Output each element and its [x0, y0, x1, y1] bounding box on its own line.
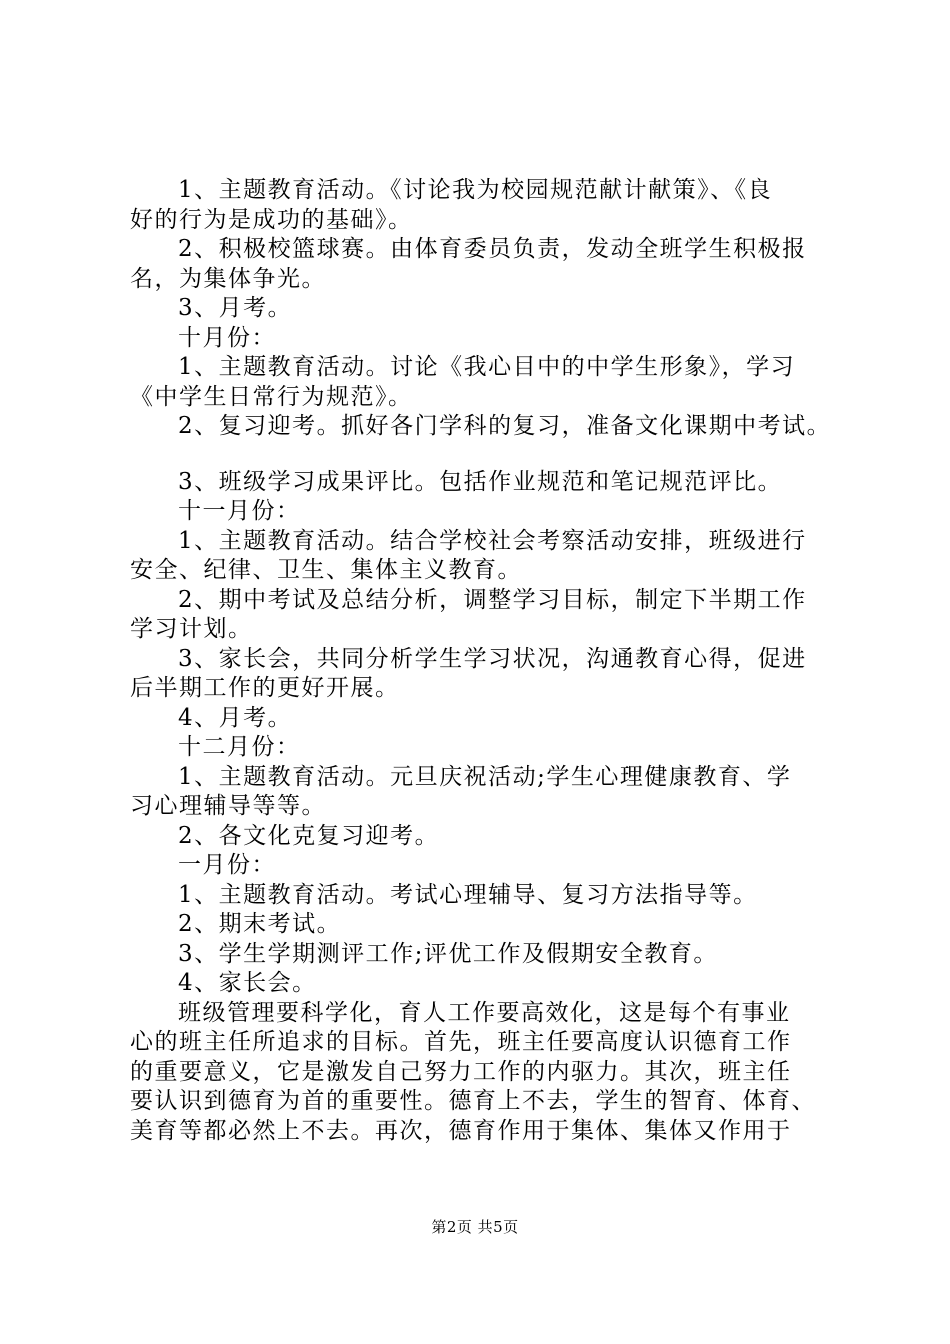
- text-line: 习心理辅导等等。: [130, 793, 326, 819]
- text-line: 1、主题教育活动。讨论《我心目中的中学生形象》，学习: [178, 354, 796, 380]
- text-line: 2、期末考试。: [178, 911, 342, 937]
- text-line: 3、月考。: [178, 295, 293, 321]
- page-footer: [0, 1216, 950, 1237]
- section-heading-december: 十二月份：: [178, 734, 301, 760]
- text-line: 要认识到德育为首的重要性。德育上不去，学生的智育、体育、: [130, 1088, 816, 1114]
- text-line: 心的班主任所追求的目标。首先，班主任要高度认识德育工作: [130, 1029, 792, 1055]
- text-line: 学习计划。: [130, 616, 253, 642]
- text-line: 安全、纪律、卫生、集体主义教育。: [130, 557, 522, 583]
- text-line: 的重要意义，它是激发自己努力工作的内驱力。其次，班主任: [130, 1058, 792, 1085]
- text-line: 名，为集体争光。: [130, 265, 326, 292]
- text-line: 美育等都必然上不去。再次，德育作用于集体、集体又作用于: [130, 1117, 792, 1144]
- text-line: 2、复习迎考。抓好各门学科的复习，准备文化课期中考试。: [178, 413, 832, 439]
- text-line: 3、班级学习成果评比。包括作业规范和笔记规范评比。: [178, 468, 783, 495]
- text-line: 3、家长会，共同分析学生学习状况，沟通教育心得，促进: [178, 645, 807, 672]
- text-line: 1、主题教育活动。结合学校社会考察活动安排，班级进行: [178, 527, 807, 554]
- text-line: 1、主题教育活动。考试心理辅导、复习方法指导等。: [178, 881, 758, 908]
- page-number-indicator: 第2页 共5页: [431, 1218, 519, 1236]
- text-line: 好的行为是成功的基础》。: [130, 206, 413, 233]
- text-line: 4、家长会。: [178, 970, 317, 996]
- text-line: 2、积极校篮球赛。由体育委员负责，发动全班学生积极报: [178, 236, 807, 262]
- text-line: 后半期工作的更好开展。: [130, 675, 400, 701]
- text-line: 3、学生学期测评工作;评优工作及假期安全教育。: [178, 940, 718, 967]
- text-line: 2、期中考试及总结分析，调整学习目标，制定下半期工作: [178, 586, 807, 613]
- text-line: 《中学生日常行为规范》。: [130, 383, 413, 410]
- section-heading-november: 十一月份：: [178, 498, 301, 524]
- document-body: [130, 176, 840, 1146]
- text-line: 班级管理要科学化，育人工作要高效化，这是每个有事业: [178, 999, 791, 1026]
- text-line: 1、主题教育活动。《讨论我为校园规范献计献策》、《良: [178, 177, 773, 203]
- text-line: 4、月考。: [178, 704, 293, 731]
- text-line: 2、各文化克复习迎考。: [178, 822, 440, 849]
- section-heading-october: 十月份：: [178, 324, 276, 351]
- section-heading-january: 一月份：: [178, 852, 276, 878]
- text-line: 1、主题教育活动。元旦庆祝活动;学生心理健康教育、学: [178, 763, 792, 790]
